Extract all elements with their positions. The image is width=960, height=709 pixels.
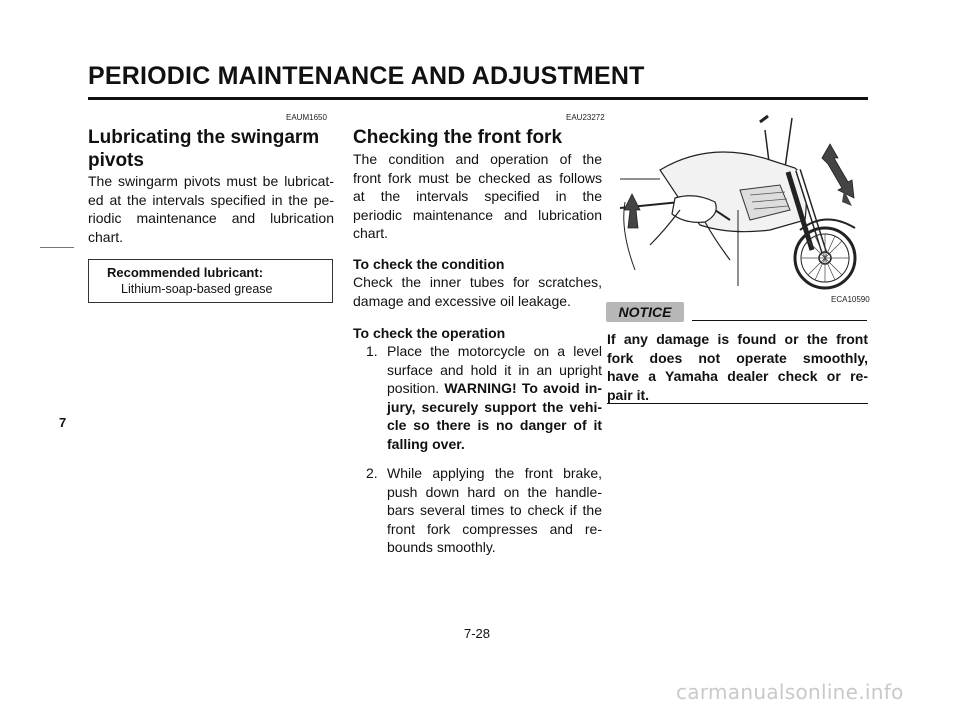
page-number: 7-28 (464, 626, 491, 641)
text-line: cle so there is no danger of it (387, 417, 602, 433)
operation-steps (366, 342, 602, 562)
text-line: jury, securely support the vehi- (387, 398, 602, 415)
text-line: Check the inner tubes for scratches, (353, 274, 602, 290)
text-line: The swingarm pivots must be lubricat- (88, 173, 334, 189)
notice-rule (692, 320, 867, 321)
text-line: surface and hold it in an upright (387, 361, 602, 378)
text-line: The condition and operation of the (353, 151, 602, 167)
warning-start: WARNING! To avoid in- (444, 380, 602, 396)
step-text (387, 342, 602, 453)
text-line: periodic maintenance and lubrication (353, 206, 602, 223)
step-number: 2. (366, 465, 378, 481)
step-text-part: position. (387, 380, 445, 396)
section-heading-swingarm-line1: Lubricating the swingarm (88, 127, 320, 148)
header-rule (88, 97, 868, 100)
text-line: push down hard on the handle- (387, 483, 602, 500)
section-code-middle: EAU23272 (566, 113, 605, 122)
condition-subheading: To check the condition (353, 256, 505, 272)
notice-text (607, 330, 868, 404)
text-line: riodic maintenance and lubrication (88, 210, 334, 226)
text-line: front fork must be checked as follows (353, 169, 602, 186)
text-line: While applying the front brake, (387, 465, 602, 481)
text-line: bars several times to check if the (387, 502, 602, 518)
section-heading-swingarm-line2: pivots (88, 150, 144, 171)
recommended-lubricant-box (88, 259, 333, 303)
motorcycle-fork-drawing (620, 110, 870, 290)
text-line: If any damage is found or the front (607, 331, 868, 347)
text-line: chart. (353, 225, 389, 241)
lubricant-label: Recommended lubricant: (107, 265, 264, 280)
text-line: at the intervals specified in the (353, 188, 602, 204)
chapter-tab-mark (40, 247, 74, 248)
step-text (387, 464, 602, 557)
text-line: Place the motorcycle on a level (387, 343, 602, 359)
list-item (366, 342, 602, 454)
list-item (366, 464, 602, 559)
page-header-title: PERIODIC MAINTENANCE AND ADJUSTMENT (88, 62, 645, 90)
text-line: damage and excessive oil leakage. (353, 292, 571, 309)
chapter-tab-number: 7 (59, 415, 67, 430)
step-number: 1. (366, 343, 378, 359)
swingarm-body (88, 172, 334, 246)
lubricant-value: Lithium-soap-based grease (121, 282, 273, 296)
watermark-text: carmanualsonline.info (676, 680, 904, 704)
text-line: chart. (88, 228, 124, 245)
text-line: fork does not operate smoothly, (607, 349, 868, 366)
notice-code: ECA10590 (831, 295, 870, 304)
front-fork-illustration (620, 110, 870, 290)
condition-body (353, 273, 602, 310)
notice-bottom-rule (607, 403, 868, 404)
front-fork-intro (353, 150, 602, 243)
text-line: ed at the intervals specified in the pe- (88, 191, 334, 208)
text-line: falling over. (387, 435, 465, 452)
text-line (387, 379, 602, 398)
text-line: bounds smoothly. (387, 539, 496, 555)
text-line: front fork compresses and re- (387, 520, 602, 537)
text-line: have a Yamaha dealer check or re- (607, 368, 868, 384)
operation-subheading: To check the operation (353, 325, 506, 341)
section-code-left: EAUM1650 (286, 113, 327, 122)
section-heading-front-fork: Checking the front fork (353, 127, 563, 148)
notice-badge: NOTICE (606, 302, 684, 322)
text-line: pair it. (607, 386, 650, 403)
